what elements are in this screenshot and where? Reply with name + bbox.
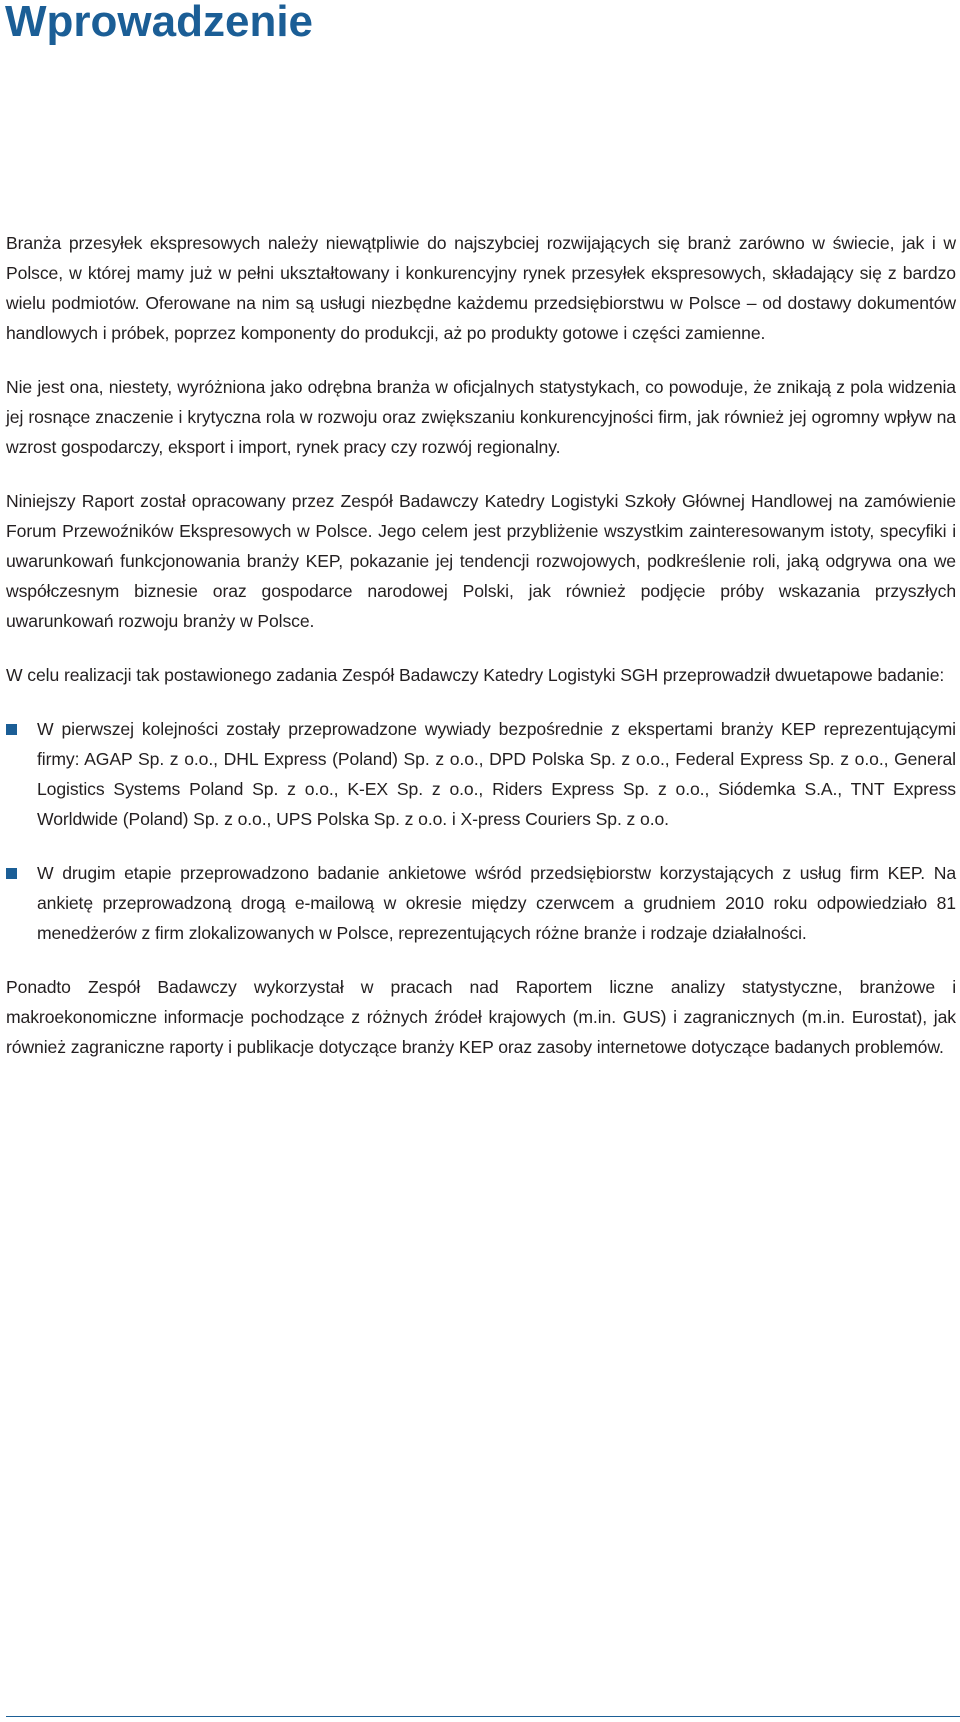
paragraph-statistics: Nie jest ona, niestety, wyróżniona jako odrębna branża w oficjalnych statystykach, co powoduje, że znikają z pola widzenia jej rosnące znaczenie i krytyczna rola w rozwoju oraz zwiększaniu konkurencyjności firm, jak również jej ogromny wpływ na wzrost gospodarczy, eksport i import, rynek pracy czy rozwój regionalny. <box>6 377 956 457</box>
paragraph-report-purpose: Niniejszy Raport został opracowany przez Zespół Badawczy Katedry Logistyki Szkoły Głównej Handlowej na zamówienie Forum Przewoźników Ekspresowych w Polsce. Jego celem jest przybliżenie wszystkim zainteresowanym istoty, specyfiki i uwarunkowań funkcjonowania branży KEP, pokazanie jej tendencji rozwojowych, podkreślenie roli, jaką odgrywa ona we współczesnym biznesie oraz gospodarce narodowej Polski, jak również podjęcie próby wskazania przyszłych uwarunkowań rozwoju branży w Polsce. <box>6 491 956 631</box>
page-title: Wprowadzenie <box>5 0 314 46</box>
paragraph-study-intro: W celu realizacji tak postawionego zadania Zespół Badawczy Katedry Logistyki SGH przeprowadził dwuetapowe badanie: <box>6 665 945 685</box>
square-bullet-icon <box>6 868 17 879</box>
square-bullet-icon <box>6 724 17 735</box>
bullet-item-interviews <box>6 714 956 834</box>
bullet-text: W drugim etapie przeprowadzono badanie ankietowe wśród przedsiębiorstw korzystających z usług firm KEP. Na ankietę przeprowadzoną drogą e-mailową w okresie między czerwcem a grudniem 2010 roku odpowiedziało 81 menedżerów z firm zlokalizowanych w Polsce, reprezentujących różne branże i rodzaje działalności. <box>37 863 956 943</box>
paragraph-closing: Ponadto Zespół Badawczy wykorzystał w pracach nad Raportem liczne analizy statystyczne, branżowe i makroekonomiczne informacje pochodzące z różnych źródeł krajowych (m.in. GUS) i zagranicznych (m.in. Eurostat), jak również zagraniczne raporty i publikacje dotyczące branży KEP oraz zasoby internetowe dotyczące badanych problemów. <box>6 977 956 1057</box>
footer-divider <box>6 1716 960 1717</box>
paragraph-intro: Branża przesyłek ekspresowych należy niewątpliwie do najszybciej rozwijających się branż zarówno w świecie, jak i w Polsce, w której mamy już w pełni ukształtowany i konkurencyjny rynek przesyłek ekspresowych, składający się z bardzo wielu podmiotów. Oferowane na nim są usługi niezbędne każdemu przedsiębiorstwu w Polsce – od dostawy dokumentów handlowych i próbek, poprzez komponenty do produkcji, aż po produkty gotowe i części zamienne. <box>6 233 956 343</box>
document-body <box>6 228 956 1086</box>
bullet-text: W pierwszej kolejności zostały przeprowadzone wywiady bezpośrednie z ekspertami branży KEP reprezentującymi firmy: AGAP Sp. z o.o., DHL Express (Poland) Sp. z o.o., DPD Polska Sp. z o.o., Federal Express Sp. z o.o., General Logistics Systems Poland Sp. z o.o., K-EX Sp. z o.o., Riders Express Sp. z o.o., Siódemka S.A., TNT Express Worldwide (Poland) Sp. z o.o., UPS Polska Sp. z o.o. i X-press Couriers Sp. z o.o. <box>37 719 956 829</box>
bullet-item-survey <box>6 858 956 948</box>
